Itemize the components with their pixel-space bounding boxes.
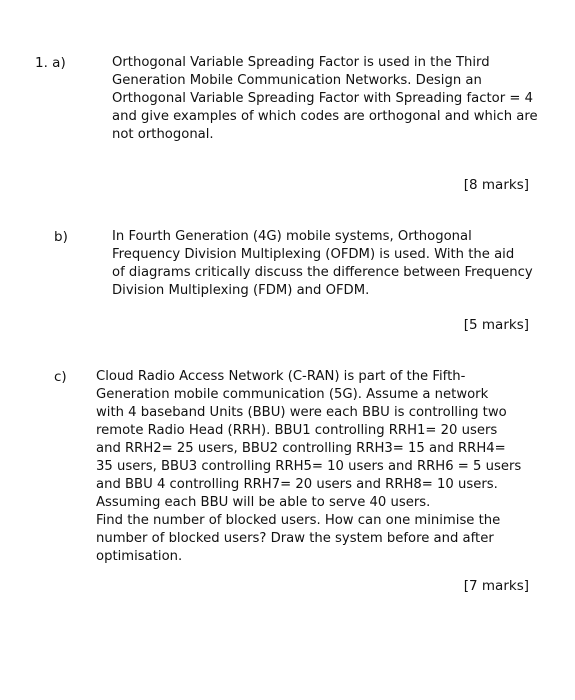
question-1c-line: number of blocked users? Draw the system before and after [96,531,494,546]
question-1a-line: not orthogonal. [112,127,214,142]
question-1c-line: 35 users, BBU3 controlling RRH5= 10 users and RRH6 = 5 users [96,459,522,474]
question-1c-line: Generation mobile communication (5G). Assume a network [96,387,489,402]
question-1a-line: Generation Mobile Communication Networks. Design an [112,73,482,88]
question-1b-marks: [5 marks] [463,317,529,333]
question-1a-line: and give examples of which codes are orthogonal and which are [112,109,538,124]
question-1b-text [112,228,533,300]
question-1c-line: Cloud Radio Access Network (C-RAN) is part of the Fifth- [96,369,466,384]
question-1a-line: Orthogonal Variable Spreading Factor with Spreading factor = 4 [112,91,533,106]
question-1c-line: Assuming each BBU will be able to serve 40 users. [96,495,431,510]
question-1c-label: c) [54,369,67,385]
question-1a-label: 1. a) [35,55,66,71]
question-1c-line: remote Radio Head (RRH). BBU1 controlling RRH1= 20 users [96,423,498,438]
question-1b-line: of diagrams critically discuss the difference between Frequency [112,265,533,280]
question-1c-line: and BBU 4 controlling RRH7= 20 users and RRH8= 10 users. [96,477,498,492]
question-1c-line: optimisation. [96,549,183,564]
question-1a-line: Orthogonal Variable Spreading Factor is used in the Third [112,55,490,70]
question-1b-line: Frequency Division Multiplexing (OFDM) is used. With the aid [112,247,515,262]
question-1a-marks: [8 marks] [463,177,529,193]
question-1c-line: with 4 baseband Units (BBU) were each BBU is controlling two [96,405,507,420]
question-1a-text [112,54,538,144]
question-1c-marks: [7 marks] [463,578,529,594]
question-1c-line: and RRH2= 25 users, BBU2 controlling RRH3= 15 and RRH4= [96,441,506,456]
question-1b-label: b) [54,229,68,245]
question-1c-line: Find the number of blocked users. How can one minimise the [96,513,501,528]
question-1b-line: In Fourth Generation (4G) mobile systems, Orthogonal [112,229,472,244]
question-1b-line: Division Multiplexing (FDM) and OFDM. [112,283,370,298]
question-1c-text [96,368,521,566]
